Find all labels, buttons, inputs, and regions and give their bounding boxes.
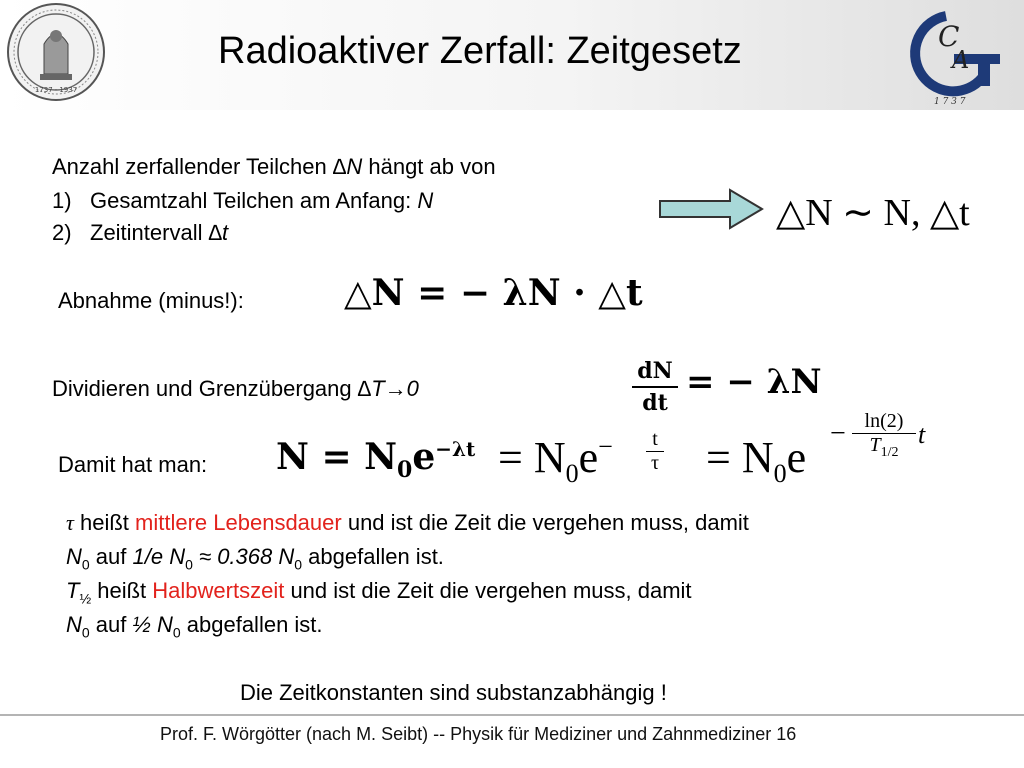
relation-formula: △N ∼ N, △t <box>776 192 970 234</box>
divide-label: Dividieren und Grenzübergang ∆T→0 <box>52 376 419 401</box>
intro-item-1: 1) <box>52 188 72 213</box>
footer-divider <box>0 714 1024 716</box>
explanation-line-1: τ heißt mittlere Lebensdauer und ist die Zeit die vergehen muss, damit <box>66 510 749 535</box>
right-arrow-icon <box>658 188 766 230</box>
intro-item-1-text: Gesamtzahl Teilchen am Anfang: N <box>90 188 434 213</box>
conclusion: Die Zeitkonstanten sind substanzabhängig ! <box>240 680 667 705</box>
svg-text:C: C <box>938 20 960 53</box>
page-title: Radioaktiver Zerfall: Zeitgesetz <box>218 30 742 72</box>
abnahme-label: Abnahme (minus!): <box>58 288 244 313</box>
halflife-fraction: ln(2) $T_{1/2}$ <box>852 410 916 461</box>
solution-lhs: $N = N_0e^{-\lambda t}$ <box>276 436 476 484</box>
divide-rhs: = − λN <box>686 362 822 402</box>
explanation-line-4: $N_0$ auf ½ $N_0$ abgefallen ist. <box>66 612 323 641</box>
damit-label: Damit hat man: <box>58 452 208 477</box>
solution-halflife: = $N_0e$ <box>706 433 807 488</box>
footer-text: Prof. F. Wörgötter (nach M. Seibt) -- Physik für Mediziner und Zahnmediziner 16 <box>160 724 797 744</box>
abnahme-formula: △N = − λN · △t <box>344 272 643 314</box>
logo-year: 1 7 3 7 <box>934 97 966 106</box>
seal-text: 1737 · 1937 <box>34 86 78 94</box>
intro-item-2: 2) <box>52 220 72 245</box>
tau-fraction: t τ <box>646 428 664 475</box>
university-logo-icon <box>896 6 1006 106</box>
halflife-minus: − <box>830 418 846 449</box>
fraction-bar <box>632 386 678 388</box>
explanation-line-2: $N_0$ auf 1/e $N_0 \approx 0.368$ $N_0$ abgefallen ist. <box>66 544 444 573</box>
fraction <box>632 358 678 416</box>
explanation-line-3: $T_{\frac{1}{2}}$ heißt Halbwertszeit und ist die Zeit die vergehen muss, damit <box>66 578 692 607</box>
svg-text:A: A <box>952 46 970 74</box>
intro-line: Anzahl zerfallender Teilchen ∆N hängt ab von <box>52 154 496 179</box>
fraction-denominator: dt <box>642 390 668 416</box>
university-seal-icon <box>6 2 106 102</box>
halflife-t: t <box>918 420 926 449</box>
intro-item-2-text: Zeitintervall ∆t <box>90 220 229 245</box>
solution-tau: = $N_0e^-$ <box>498 432 613 488</box>
fraction-numerator: dN <box>637 358 673 384</box>
